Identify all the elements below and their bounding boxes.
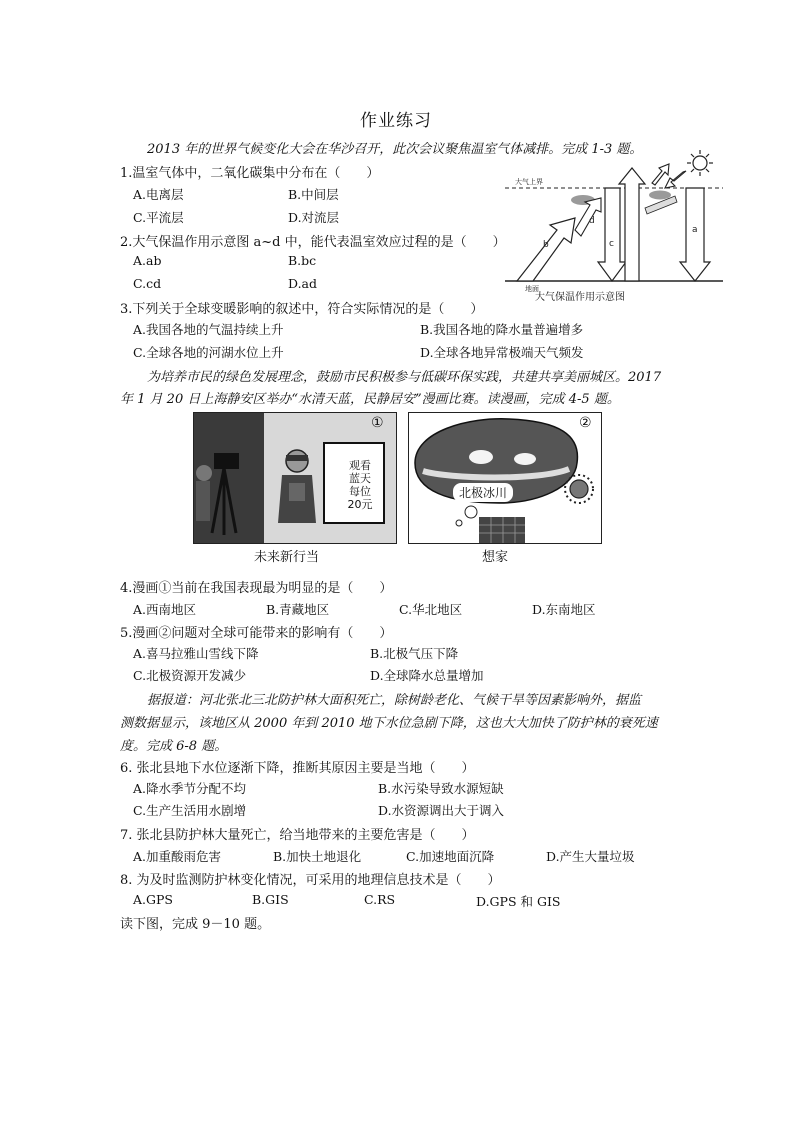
svg-text:d: d (589, 216, 595, 226)
question-8-option-b[interactable]: B.GIS (252, 892, 289, 907)
question-5-option-d[interactable]: D.全球降水总量增加 (370, 668, 484, 683)
diagram-caption: 大气保温作用示意图 (535, 292, 625, 303)
question-7-stem: 7. 张北县防护林大量死亡，给当地带来的主要危害是（ ） (120, 828, 475, 843)
intro-paragraph-3-line-1: 据报道：河北张北三北防护林大面积死亡，除树龄老化、气候干旱等因素影响外，据监 (147, 693, 642, 708)
question-5-option-b[interactable]: B.北极气压下降 (370, 646, 459, 661)
question-2-option-d[interactable]: D.ad (288, 276, 318, 291)
question-8-stem: 8. 为及时监测防护林变化情况，可采用的地理信息技术是（ ） (120, 873, 501, 888)
sun-icon (687, 150, 713, 176)
question-5-option-c[interactable]: C.北极资源开发减少 (133, 668, 247, 683)
question-3-stem: 3.下列关于全球变暖影响的叙述中，符合实际情况的是（ ） (120, 302, 484, 317)
question-4-option-a[interactable]: A.西南地区 (133, 602, 197, 617)
cartoon-2-illustration (409, 413, 601, 543)
question-4-option-c[interactable]: C.华北地区 (399, 602, 463, 617)
reflection-arrow (652, 164, 669, 185)
question-3-option-a[interactable]: A.我国各地的气温持续上升 (133, 322, 284, 337)
sign-line-1: 观看 (349, 459, 371, 472)
question-4-option-b[interactable]: B.青藏地区 (266, 602, 330, 617)
cartoon-1-sign (340, 459, 380, 511)
intro-paragraph-3-line-2: 测数据显示，该地区从 2000 年到 2010 地下水位急剧下降，这也大大加快了防护林的衰死速 (120, 716, 658, 731)
sign-line-4: 20元 (347, 498, 373, 511)
question-2-option-b[interactable]: B.bc (288, 253, 317, 268)
outro-instruction: 读下图，完成 9－10 题。 (120, 917, 271, 932)
intro-paragraph-3-line-3: 度。完成 6-8 题。 (120, 739, 228, 754)
question-4-option-d[interactable]: D.东南地区 (532, 602, 596, 617)
cartoon-1-number: ① (371, 415, 384, 431)
question-6-stem: 6. 张北县地下水位逐渐下降，推断其原因主要是当地（ ） (120, 761, 475, 776)
cartoon-1-future-job (193, 412, 397, 544)
cartoon-2-bubble-text: 北极冰川 (453, 483, 513, 502)
svg-text:c: c (609, 239, 614, 249)
cloud-icon (649, 191, 671, 200)
svg-text:b: b (543, 240, 549, 250)
sign-line-3: 每位 (349, 485, 371, 498)
question-7-option-a[interactable]: A.加重酸雨危害 (133, 849, 222, 864)
question-1-option-b[interactable]: B.中间层 (288, 187, 339, 202)
question-3-option-d[interactable]: D.全球各地异常极端天气频发 (420, 345, 584, 360)
question-3-option-c[interactable]: C.全球各地的河湖水位上升 (133, 345, 284, 360)
question-8-option-c[interactable]: C.RS (364, 892, 396, 907)
atmosphere-top-label: 大气上界 (515, 178, 543, 186)
page-title: 作业练习 (360, 111, 432, 131)
intro-paragraph-2-line-2: 年 1 月 20 日上海静安区举办“水清天蓝，民静居安”漫画比赛。读漫画，完成 4-5 题。 (120, 392, 620, 407)
intro-paragraph-2-line-1: 为培养市民的绿色发展理念，鼓励市民积极参与低碳环保实践，共建共享美丽城区。2017 (147, 370, 662, 385)
question-2-stem: 2.大气保温作用示意图 a~d 中，能代表温室效应过程的是（ ） (120, 235, 506, 250)
question-5-stem: 5.漫画②问题对全球可能带来的影响有（ ） (120, 626, 393, 641)
question-6-option-c[interactable]: C.生产生活用水剧增 (133, 803, 247, 818)
question-1-stem: 1.温室气体中，二氧化碳集中分布在（ ） (120, 166, 380, 181)
arrow-a (680, 188, 710, 281)
question-7-option-d[interactable]: D.产生大量垃圾 (546, 849, 635, 864)
question-6-option-b[interactable]: B.水污染导致水源短缺 (378, 781, 504, 796)
cartoon-2-number: ② (579, 415, 592, 431)
arrow-c (598, 188, 626, 281)
intro-paragraph-1: 2013 年的世界气候变化大会在华沙召开，此次会议聚焦温室气体减排。完成 1-3 题。 (147, 142, 643, 157)
cartoon-2-homesick (408, 412, 602, 544)
question-8-option-a[interactable]: A.GPS (133, 892, 173, 907)
ground-label: 地面 (525, 285, 539, 293)
question-1-option-a[interactable]: A.电离层 (133, 187, 184, 202)
question-8-option-d[interactable]: D.GPS 和 GIS (476, 894, 561, 909)
question-1-option-d[interactable]: D.对流层 (288, 210, 340, 225)
question-3-option-b[interactable]: B.我国各地的降水量普遍增多 (420, 322, 584, 337)
svg-text:a: a (692, 225, 698, 235)
question-7-option-c[interactable]: C.加速地面沉降 (406, 849, 495, 864)
question-1-option-c[interactable]: C.平流层 (133, 210, 184, 225)
cartoon-2-caption: 想家 (482, 550, 509, 565)
sign-line-2: 蓝天 (349, 472, 371, 485)
atmosphere-insulation-diagram (505, 150, 725, 305)
question-7-option-b[interactable]: B.加快土地退化 (273, 849, 362, 864)
cartoon-1-caption: 未来新行当 (254, 550, 320, 565)
arrow-b (517, 218, 575, 281)
question-2-option-a[interactable]: A.ab (133, 253, 162, 268)
question-6-option-a[interactable]: A.降水季节分配不均 (133, 781, 247, 796)
question-5-option-a[interactable]: A.喜马拉雅山雪线下降 (133, 646, 259, 661)
question-4-stem: 4.漫画①当前在我国表现最为明显的是（ ） (120, 581, 393, 596)
question-6-option-d[interactable]: D.水资源调出大于调入 (378, 803, 505, 818)
question-2-option-c[interactable]: C.cd (133, 276, 162, 291)
